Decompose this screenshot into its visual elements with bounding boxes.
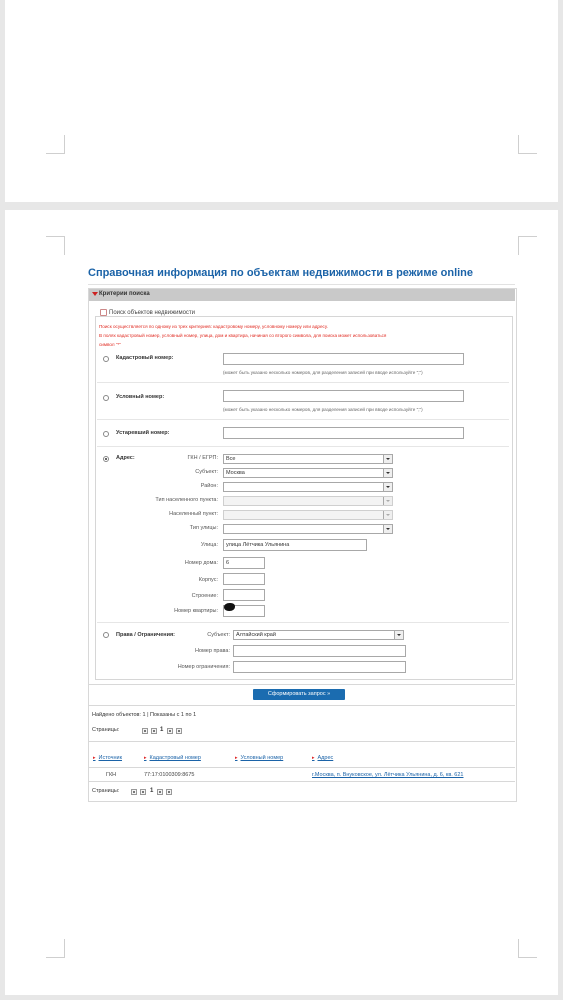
divider: [88, 705, 515, 706]
structure-label: Строение:: [191, 593, 218, 599]
locality-label: Населенный пункт:: [169, 511, 218, 517]
last-page-icon[interactable]: [166, 789, 172, 795]
first-page-icon[interactable]: [142, 728, 148, 734]
redaction-blot: [224, 603, 235, 611]
radio-address[interactable]: [103, 456, 109, 462]
fieldset-legend-label: Поиск объектов недвижимости: [109, 309, 196, 316]
obsolete-label: Устаревший номер:: [116, 430, 170, 436]
apartment-label: Номер квартиры:: [174, 608, 218, 614]
radio-cadastral[interactable]: [103, 356, 109, 362]
cell-source: ГКН: [106, 772, 117, 778]
rights-label: Права / Ограничения:: [116, 632, 176, 638]
chevron-down-icon: [383, 469, 392, 477]
pages-label: Страницы:: [92, 727, 120, 733]
last-page-icon[interactable]: [176, 728, 182, 734]
column-header-label: Кадастровый номер: [149, 755, 201, 761]
subject-value: Москва: [226, 470, 245, 476]
locality-type-select[interactable]: [223, 496, 393, 506]
rights-subject-label: Субъект:: [207, 632, 230, 638]
restriction-number-input[interactable]: [233, 661, 406, 673]
divider: [97, 382, 509, 383]
district-select[interactable]: [223, 482, 393, 492]
crop-mark: [46, 236, 65, 255]
search-objects-icon: [100, 309, 107, 316]
column-header-label: Источник: [98, 755, 122, 761]
house-input[interactable]: 6: [223, 557, 265, 569]
sort-arrow-icon: ▸: [235, 755, 238, 761]
divider: [88, 741, 515, 742]
locality-type-label: Тип населенного пункта:: [155, 497, 218, 503]
chevron-down-icon: [383, 455, 392, 463]
column-header-address[interactable]: [312, 755, 333, 761]
divider: [97, 419, 509, 420]
sort-arrow-icon: ▸: [312, 755, 315, 761]
chevron-down-icon: [383, 483, 392, 491]
rights-subject-value: Алтайский край: [236, 632, 276, 638]
gkn-value: Все: [226, 456, 236, 462]
divider: [88, 684, 515, 685]
district-label: Район:: [200, 483, 218, 489]
gkn-select[interactable]: [223, 454, 393, 464]
radio-rights[interactable]: [103, 632, 109, 638]
subject-label: Субъект:: [195, 469, 218, 475]
locality-select[interactable]: [223, 510, 393, 520]
conditional-label: Условный номер:: [116, 394, 165, 400]
right-number-label: Номер права:: [194, 648, 230, 654]
divider: [97, 622, 509, 623]
column-header-label: Условный номер: [240, 755, 284, 761]
next-page-icon[interactable]: [167, 728, 173, 734]
page-title: Справочная информация по объектам недвижимости в режиме online: [88, 267, 474, 279]
current-page: 1: [160, 727, 164, 733]
building-label: Корпус:: [198, 577, 218, 583]
crop-mark: [46, 939, 65, 958]
section-header-label: Критерии поиска: [99, 291, 150, 297]
collapse-arrow-icon: [92, 292, 98, 296]
column-header-source[interactable]: [93, 755, 122, 761]
structure-input[interactable]: [223, 589, 265, 601]
conditional-hint: (может быть указано несколько номеров, для разделения записей при вводе используйте ";"): [223, 407, 423, 412]
divider: [97, 446, 509, 447]
street-label: Улица:: [200, 542, 218, 548]
sort-arrow-icon: ▸: [144, 755, 147, 761]
subject-select[interactable]: [223, 468, 393, 478]
street-type-label: Тип улицы:: [189, 525, 218, 531]
street-input[interactable]: улица Лётчика Ульянина: [223, 539, 367, 551]
sort-arrow-icon: ▸: [93, 755, 96, 761]
cell-cadastral: 77:17:0100309:8675: [144, 772, 195, 778]
first-page-icon[interactable]: [131, 789, 137, 795]
column-header-conditional[interactable]: [235, 755, 283, 761]
search-note: символ "*": [99, 342, 121, 347]
prev-page-icon[interactable]: [151, 728, 157, 734]
title-divider: [88, 284, 515, 285]
document-page-1: [5, 0, 558, 202]
crop-mark: [46, 135, 65, 154]
radio-conditional[interactable]: [103, 395, 109, 401]
crop-mark: [518, 135, 537, 154]
column-header-cadastral[interactable]: [144, 755, 201, 761]
results-count: Найдено объектов: 1 | Показаны с 1 по 1: [92, 712, 197, 718]
right-number-input[interactable]: [233, 645, 406, 657]
column-header-label: Адрес: [317, 755, 334, 761]
next-page-icon[interactable]: [157, 789, 163, 795]
address-label: Адрес:: [116, 455, 135, 461]
chevron-down-icon: [394, 631, 403, 639]
cell-address-link[interactable]: г.Москва, п. Внуковское, ул. Лётчика Ульянина, д. 6, кв. 621: [312, 772, 464, 778]
restriction-number-label: Номер ограничения:: [177, 664, 230, 670]
current-page: 1: [150, 788, 154, 794]
pages-label: Страницы:: [92, 788, 120, 794]
building-input[interactable]: [223, 573, 265, 585]
divider: [88, 781, 515, 782]
obsolete-input[interactable]: [223, 427, 464, 439]
prev-page-icon[interactable]: [140, 789, 146, 795]
rights-subject-select[interactable]: [233, 630, 404, 640]
divider: [88, 767, 515, 768]
search-note: В полях кадастровый номер, условный номер, улица, дом и квартира, начиная со второго символа, для поиска может использоваться: [99, 333, 387, 338]
house-label: Номер дома:: [184, 560, 218, 566]
section-header[interactable]: [89, 289, 515, 301]
street-type-select[interactable]: [223, 524, 393, 534]
cadastral-hint: (может быть указано несколько номеров, для разделения записей при вводе используйте ";"): [223, 370, 423, 375]
radio-obsolete[interactable]: [103, 431, 109, 437]
submit-button[interactable]: Сформировать запрос »: [253, 689, 345, 700]
cadastral-label: Кадастровый номер:: [116, 355, 174, 361]
fieldset-legend: [97, 309, 198, 316]
gkn-label: ГКН / ЕГРП:: [187, 455, 218, 461]
chevron-down-icon: [383, 525, 392, 533]
conditional-input[interactable]: [223, 390, 464, 402]
chevron-down-icon: [383, 497, 392, 505]
chevron-down-icon: [383, 511, 392, 519]
search-note: Поиск осуществляется по одному из трех критериев: кадастровому номеру, условному номеру или адресу.: [99, 324, 328, 329]
crop-mark: [518, 236, 537, 255]
crop-mark: [518, 939, 537, 958]
cadastral-input[interactable]: [223, 353, 464, 365]
